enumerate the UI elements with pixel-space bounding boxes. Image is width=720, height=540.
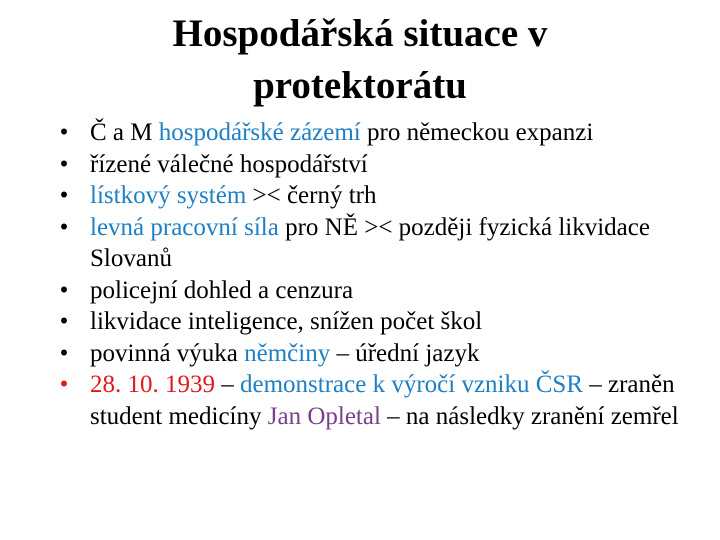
bullet-item-6: [54, 306, 684, 338]
bullet-item-4: [54, 212, 684, 275]
bullet-text-plain: pro německou expanzi: [360, 119, 594, 146]
bullet-list: [54, 117, 684, 432]
bullet-text-plain: Č a M: [90, 119, 159, 146]
bullet-item-3: [54, 180, 684, 212]
bullet-item-2: [54, 149, 684, 181]
bullet-text-plain: likvidace inteligence, snížen počet škol: [90, 308, 483, 335]
bullet-item-8: [54, 369, 684, 432]
bullet-text-plain: řízené válečné hospodářství: [90, 150, 368, 178]
bullet-item-5: [54, 275, 684, 307]
bullet-text-plain: – na následky zranění zemřel: [380, 402, 679, 430]
bullet-text-plain: –: [215, 371, 240, 398]
bullet-text-plain: – úřední jazyk: [330, 339, 480, 367]
bullet-text-plain: policejní dohled a cenzura: [90, 276, 354, 304]
bullet-marker: •: [59, 308, 69, 335]
slide-title: [0, 8, 720, 112]
bullet-text-plain: pro NĚ >< později fyzická likvidace Slovanů: [90, 213, 650, 272]
bullet-text-highlight: levná pracovní síla: [90, 213, 279, 241]
bullet-text-plain: – zraněn student medicíny: [90, 371, 675, 430]
bullet-marker: •: [59, 150, 69, 178]
bullet-marker: •: [59, 276, 69, 304]
bullet-marker: •: [59, 339, 69, 367]
bullet-text-name: Jan Opletal: [267, 402, 381, 430]
slide-title-line-1: Hospodářská situace v: [172, 12, 548, 55]
bullet-text-date: 28. 10. 1939: [90, 371, 215, 398]
bullet-marker: •: [59, 213, 69, 241]
bullet-item-7: [54, 338, 684, 370]
bullet-text-plain: >< černý trh: [246, 182, 377, 209]
bullet-marker: •: [59, 182, 69, 209]
bullet-text-highlight: lístkový systém: [90, 182, 247, 209]
bullet-text-highlight: němčiny: [244, 339, 331, 367]
slide-title-line-2: protektorátu: [253, 64, 467, 107]
bullet-text-highlight: hospodářské zázemí: [158, 119, 361, 146]
bullet-text-plain: povinná výuka: [90, 339, 245, 367]
bullet-item-1: [54, 117, 684, 149]
bullet-marker: •: [59, 119, 69, 146]
bullet-text-highlight: demonstrace k výročí vzniku ČSR: [240, 371, 583, 398]
bullet-marker: •: [59, 371, 69, 398]
